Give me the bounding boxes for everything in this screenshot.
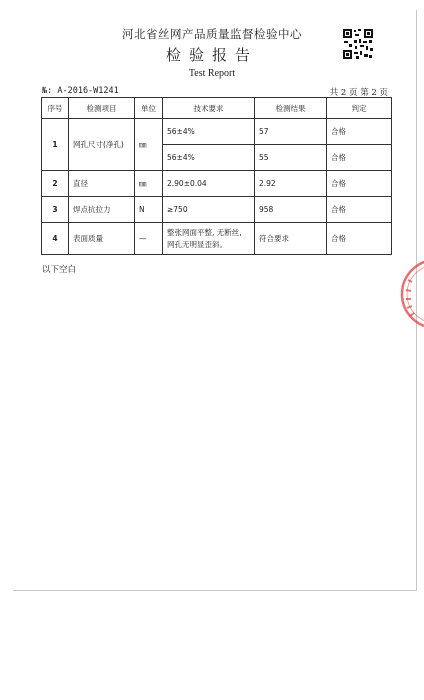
row-unit: N <box>135 197 163 223</box>
report-number: №: A-2016-W1241 <box>42 86 119 96</box>
report-subtitle: Test Report <box>188 68 236 79</box>
report-title: 检验报告 <box>165 46 258 64</box>
row-item: 网孔尺寸(净孔) <box>69 119 135 171</box>
table-header-row <box>42 98 392 119</box>
row-result: 958 <box>255 197 327 223</box>
table-row <box>42 223 392 255</box>
row-index: 2 <box>42 171 69 197</box>
row-item: 表面质量 <box>69 223 135 255</box>
page-indicator: 共 2 页 第 2 页 <box>329 88 388 98</box>
row-unit: — <box>135 223 163 255</box>
row-verdict: 合格 <box>327 145 392 171</box>
row-result: 57 <box>255 119 327 145</box>
row-unit: ㎜ <box>135 171 163 197</box>
header-item: 检测项目 <box>69 98 135 119</box>
row-item: 焊点抗拉力 <box>69 197 135 223</box>
row-result: 55 <box>255 145 327 171</box>
row-requirement: ≥750 <box>163 197 255 223</box>
row-verdict: 合格 <box>327 223 392 255</box>
table-row <box>42 197 392 223</box>
row-requirement: 56±4% <box>163 119 255 145</box>
header-verdict: 判定 <box>327 98 392 119</box>
row-requirement: 56±4% <box>163 145 255 171</box>
row-result: 符合要求 <box>255 223 327 255</box>
row-verdict: 合格 <box>327 119 392 145</box>
results-table <box>41 97 392 255</box>
row-index: 1 <box>42 119 69 171</box>
qr-code-icon <box>342 28 374 60</box>
blank-below-note: 以下空白 <box>42 265 77 275</box>
row-index: 3 <box>42 197 69 223</box>
table-row <box>42 171 392 197</box>
header-result: 检测结果 <box>255 98 327 119</box>
row-requirement: 整张网面平整, 无断丝, 网孔无明显歪斜。 <box>163 223 255 255</box>
row-verdict: 合格 <box>327 197 392 223</box>
row-item: 直径 <box>69 171 135 197</box>
institution-name: 河北省丝网产品质量监督检验中心 <box>122 27 302 41</box>
row-unit: ㎜ <box>135 119 163 171</box>
header-index: 序号 <box>42 98 69 119</box>
header-unit: 单位 <box>135 98 163 119</box>
row-requirement: 2.90±0.04 <box>163 171 255 197</box>
header-requirement: 技术要求 <box>163 98 255 119</box>
row-index: 4 <box>42 223 69 255</box>
official-stamp-icon <box>396 254 424 334</box>
row-verdict: 合格 <box>327 171 392 197</box>
row-result: 2.92 <box>255 171 327 197</box>
table-row <box>42 119 392 145</box>
